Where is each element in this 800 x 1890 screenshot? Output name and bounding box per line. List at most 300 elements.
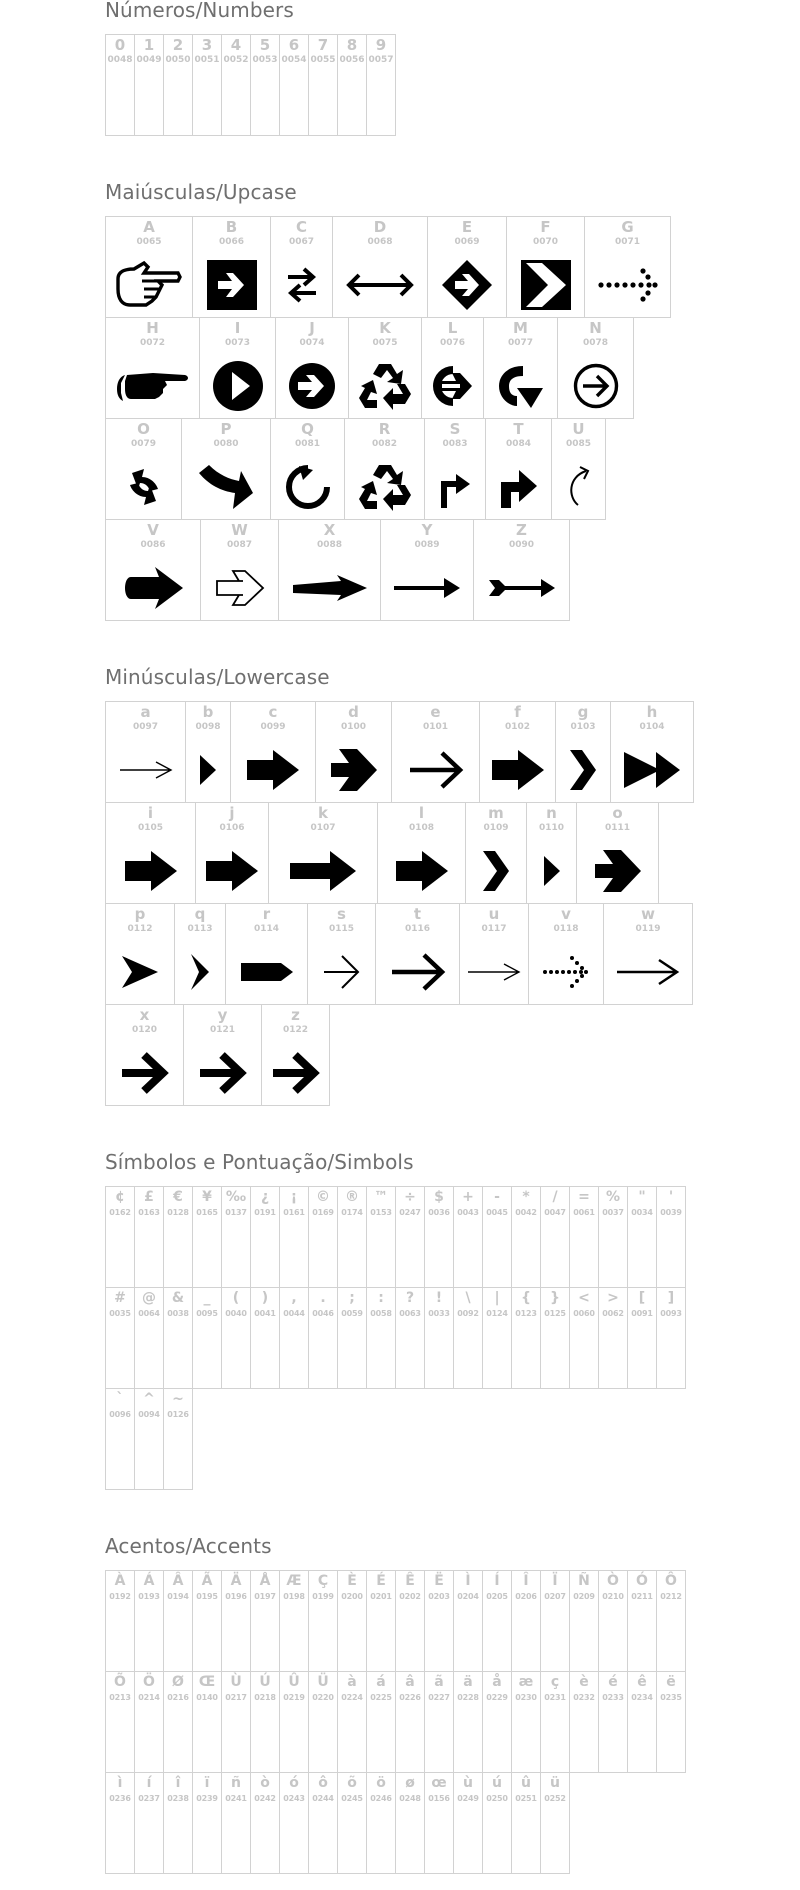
character-code: 0094 xyxy=(138,1410,160,1419)
long-block-arrow-icon xyxy=(288,849,358,893)
character-cell xyxy=(598,1186,628,1288)
character-code: 0125 xyxy=(544,1309,566,1318)
character-cell xyxy=(366,34,396,136)
character-code: 0244 xyxy=(312,1794,334,1803)
character-label: ì xyxy=(117,1775,123,1791)
character-cell xyxy=(656,1671,686,1773)
character-label: 2 xyxy=(172,36,184,54)
character-cell xyxy=(200,519,279,621)
character-cell xyxy=(315,701,392,803)
character-cell xyxy=(482,1570,512,1672)
character-label: * xyxy=(522,1189,530,1205)
character-cell xyxy=(250,1186,280,1288)
character-label: < xyxy=(578,1290,590,1306)
character-code: 0067 xyxy=(288,237,315,247)
character-code: 0054 xyxy=(281,55,307,65)
character-label: @ xyxy=(142,1290,156,1306)
character-cell xyxy=(453,1772,483,1874)
character-cell xyxy=(221,1570,251,1672)
character-label: + xyxy=(462,1189,474,1205)
character-code: 0230 xyxy=(515,1693,537,1702)
character-code: 0088 xyxy=(316,540,343,550)
character-label: r xyxy=(262,905,271,923)
character-label: J xyxy=(309,319,315,337)
character-code: 0033 xyxy=(428,1309,450,1318)
character-code: 0169 xyxy=(312,1208,334,1217)
circle-play-icon xyxy=(212,360,264,412)
character-cell xyxy=(192,216,271,318)
character-code: 0161 xyxy=(283,1208,305,1217)
character-code: 0174 xyxy=(341,1208,363,1217)
character-cell xyxy=(105,1570,135,1672)
character-cell xyxy=(483,317,558,419)
character-cell xyxy=(540,1186,570,1288)
character-cell xyxy=(308,1772,338,1874)
character-cell xyxy=(482,1772,512,1874)
pointing-hand-solid-icon xyxy=(117,369,189,403)
character-code: 0214 xyxy=(138,1693,160,1702)
character-label: L xyxy=(447,319,458,337)
character-label: ¿ xyxy=(260,1189,270,1205)
character-cell xyxy=(225,903,308,1005)
character-label: C xyxy=(295,218,307,236)
curved-turn-arrow-icon xyxy=(497,362,545,410)
character-cell xyxy=(656,1287,686,1389)
character-cell xyxy=(192,1287,222,1389)
character-cell xyxy=(279,1570,309,1672)
character-label: = xyxy=(578,1189,590,1205)
character-label: " xyxy=(638,1189,646,1205)
character-cell xyxy=(569,1287,599,1389)
diamond-arrow-icon xyxy=(441,259,493,311)
character-label: g xyxy=(577,703,589,721)
character-label: è xyxy=(579,1674,589,1690)
character-cell xyxy=(453,1287,483,1389)
character-label: œ xyxy=(431,1775,447,1791)
character-cell xyxy=(395,1287,425,1389)
character-label: ] xyxy=(667,1290,675,1306)
character-label: 8 xyxy=(346,36,358,54)
character-cell xyxy=(627,1287,657,1389)
character-label: d xyxy=(348,703,359,721)
character-label: 4 xyxy=(230,36,242,54)
character-code: 0043 xyxy=(457,1208,479,1217)
character-label: . xyxy=(320,1290,326,1306)
character-code: 0219 xyxy=(283,1693,305,1702)
character-code: 0203 xyxy=(428,1592,450,1601)
character-label: O xyxy=(137,420,150,438)
character-row xyxy=(105,34,396,136)
character-cell xyxy=(278,519,381,621)
character-code: 0165 xyxy=(196,1208,218,1217)
character-row xyxy=(105,802,694,904)
character-code: 0097 xyxy=(132,722,159,732)
character-code: 0107 xyxy=(310,823,336,833)
character-code: 0075 xyxy=(372,338,398,348)
character-code: 0103 xyxy=(570,722,596,732)
character-cell xyxy=(308,34,338,136)
character-cell xyxy=(163,1772,193,1874)
dotted-line-arrow-icon xyxy=(542,953,590,991)
character-code: 0212 xyxy=(660,1592,682,1601)
character-code: 0205 xyxy=(486,1592,508,1601)
character-code: 0126 xyxy=(167,1410,189,1419)
character-label: H xyxy=(146,319,159,337)
character-cell xyxy=(163,1570,193,1672)
character-label: } xyxy=(550,1290,560,1306)
character-label: ç xyxy=(550,1674,560,1690)
character-cell xyxy=(250,1570,280,1672)
recycle-icon xyxy=(357,461,413,513)
character-cell xyxy=(105,418,182,520)
character-code: 0233 xyxy=(602,1693,624,1702)
character-cell xyxy=(377,802,466,904)
character-code: 0140 xyxy=(196,1693,218,1702)
character-cell xyxy=(105,216,193,318)
character-cell xyxy=(221,1671,251,1773)
character-cell xyxy=(250,1287,280,1389)
character-grid xyxy=(105,1186,686,1490)
character-label: £ xyxy=(144,1189,154,1205)
block-arrow-icon xyxy=(123,849,179,893)
character-label: 3 xyxy=(201,36,213,54)
character-code: 0112 xyxy=(127,924,153,934)
bold-line-arrow-icon xyxy=(271,1051,321,1095)
character-cell xyxy=(105,701,186,803)
character-label: # xyxy=(114,1290,126,1306)
character-cell xyxy=(511,1570,541,1672)
character-grid xyxy=(105,701,694,1106)
character-cell xyxy=(195,802,269,904)
character-label: P xyxy=(220,420,232,438)
character-label: Õ xyxy=(114,1674,126,1690)
character-code: 0202 xyxy=(399,1592,421,1601)
character-cell xyxy=(134,1287,164,1389)
character-label: A xyxy=(143,218,155,236)
character-cell xyxy=(395,1570,425,1672)
bold-line-arrow-icon xyxy=(120,1051,170,1095)
character-cell xyxy=(134,1671,164,1773)
chevron-icon xyxy=(481,849,511,893)
character-label: ^ xyxy=(143,1391,155,1407)
character-label: w xyxy=(641,905,655,923)
character-cell xyxy=(337,1287,367,1389)
character-label: Ñ xyxy=(578,1573,590,1589)
character-code: 0241 xyxy=(225,1794,247,1803)
character-code: 0074 xyxy=(299,338,325,348)
character-label: ä xyxy=(463,1674,473,1690)
character-label: K xyxy=(379,319,391,337)
character-label: D xyxy=(373,218,387,236)
character-label: È xyxy=(347,1573,357,1589)
character-code: 0059 xyxy=(341,1309,363,1318)
character-code: 0051 xyxy=(194,55,220,65)
character-cell xyxy=(424,418,486,520)
character-code: 0092 xyxy=(457,1309,479,1318)
character-code: 0072 xyxy=(139,338,166,348)
thin-curved-arrow-icon xyxy=(564,465,594,509)
character-cell xyxy=(569,1671,599,1773)
character-code: 0220 xyxy=(312,1693,334,1702)
character-code: 0090 xyxy=(508,540,535,550)
character-label: Q xyxy=(301,420,314,438)
character-label: a xyxy=(140,703,151,721)
character-cell xyxy=(192,34,222,136)
character-label: é xyxy=(608,1674,618,1690)
character-row xyxy=(105,1287,686,1389)
rounded-bold-arrow-icon xyxy=(121,565,185,611)
character-label: æ xyxy=(518,1674,534,1690)
circle-arrow-icon xyxy=(288,362,336,410)
character-label: ù xyxy=(463,1775,473,1791)
block-arrow-icon xyxy=(204,849,260,893)
character-label: o xyxy=(612,804,623,822)
character-label: R xyxy=(378,420,391,438)
character-code: 0111 xyxy=(604,823,631,833)
character-label: f xyxy=(514,703,521,721)
character-code: 0068 xyxy=(367,237,393,247)
character-cell xyxy=(261,1004,330,1106)
character-code: 0080 xyxy=(213,439,239,449)
character-code: 0058 xyxy=(370,1309,392,1318)
character-cell xyxy=(221,1772,251,1874)
character-code: 0076 xyxy=(439,338,466,348)
character-cell xyxy=(307,903,376,1005)
character-cell xyxy=(192,1570,222,1672)
character-label: ' xyxy=(668,1189,674,1205)
character-label: : xyxy=(378,1290,384,1306)
character-label: Ï xyxy=(552,1573,558,1589)
block-arrow-icon xyxy=(245,748,301,792)
character-row xyxy=(105,903,694,1005)
character-label: S xyxy=(449,420,461,438)
character-code: 0056 xyxy=(339,55,365,65)
character-code: 0191 xyxy=(254,1208,276,1217)
character-cell xyxy=(337,1772,367,1874)
character-label: © xyxy=(316,1189,330,1205)
character-code: 0250 xyxy=(486,1794,508,1803)
character-code: 0101 xyxy=(422,722,449,732)
character-cell xyxy=(134,1388,164,1490)
character-code: 0096 xyxy=(109,1410,131,1419)
character-cell xyxy=(569,1186,599,1288)
character-row xyxy=(105,519,671,621)
character-label: Y xyxy=(421,521,433,539)
uppercase-section xyxy=(105,180,671,621)
character-cell xyxy=(105,1004,184,1106)
character-code: 0247 xyxy=(399,1208,421,1217)
character-cell xyxy=(275,317,349,419)
character-label: À xyxy=(114,1573,126,1589)
character-label: > xyxy=(607,1290,619,1306)
character-code: 0249 xyxy=(457,1794,479,1803)
character-label: x xyxy=(139,1006,150,1024)
character-code: 0110 xyxy=(538,823,565,833)
character-label: B xyxy=(225,218,238,236)
character-code: 0246 xyxy=(370,1794,392,1803)
character-code: 0048 xyxy=(107,55,133,65)
chevron-arrow-icon xyxy=(593,848,643,894)
character-cell xyxy=(134,34,164,136)
character-cell xyxy=(427,216,507,318)
character-code: 0047 xyxy=(544,1208,566,1217)
numbers-section xyxy=(105,0,396,136)
character-grid xyxy=(105,216,671,621)
character-label: _ xyxy=(203,1290,211,1306)
character-label: 6 xyxy=(288,36,300,54)
character-code: 0251 xyxy=(515,1794,537,1803)
character-row xyxy=(105,418,671,520)
character-label: \ xyxy=(465,1290,471,1306)
character-cell xyxy=(268,802,378,904)
character-code: 0117 xyxy=(481,924,507,934)
character-cell xyxy=(308,1671,338,1773)
character-code: 0042 xyxy=(515,1208,537,1217)
character-label: õ xyxy=(347,1775,357,1791)
character-cell xyxy=(551,418,606,520)
character-code: 0123 xyxy=(515,1309,537,1318)
character-label: $ xyxy=(434,1189,444,1205)
character-code: 0122 xyxy=(282,1025,309,1035)
character-code: 0041 xyxy=(254,1309,276,1318)
character-code: 0106 xyxy=(219,823,245,833)
section-title: Maiúsculas/Upcase xyxy=(105,180,297,204)
character-cell xyxy=(105,802,196,904)
character-cell xyxy=(555,701,611,803)
double-headed-arrow-icon xyxy=(345,270,415,300)
character-label: M xyxy=(513,319,528,337)
curved-down-arrow-icon xyxy=(197,463,255,511)
character-code: 0197 xyxy=(254,1592,276,1601)
character-label: Ú xyxy=(259,1674,271,1690)
character-code: 0073 xyxy=(224,338,251,348)
character-label: G xyxy=(621,218,634,236)
character-cell xyxy=(528,903,604,1005)
character-label: v xyxy=(561,905,571,923)
tapered-arrow-icon xyxy=(291,573,369,603)
character-code: 0232 xyxy=(573,1693,595,1702)
small-triangle-icon xyxy=(198,753,218,787)
thin-line-arrow-icon xyxy=(322,952,362,992)
character-label: u xyxy=(488,905,500,923)
character-label: e xyxy=(430,703,441,721)
character-cell xyxy=(656,1186,686,1288)
character-grid xyxy=(105,1570,686,1874)
boxed-chevron-icon xyxy=(520,259,572,311)
character-cell xyxy=(540,1570,570,1672)
character-cell xyxy=(540,1287,570,1389)
character-cell xyxy=(598,1287,628,1389)
character-cell xyxy=(576,802,659,904)
character-code: 0062 xyxy=(602,1309,624,1318)
character-cell xyxy=(603,903,693,1005)
character-cell xyxy=(627,1186,657,1288)
character-code: 0137 xyxy=(225,1208,247,1217)
character-cell xyxy=(453,1186,483,1288)
character-cell xyxy=(482,1186,512,1288)
character-label: n xyxy=(546,804,557,822)
character-label: ü xyxy=(550,1775,560,1791)
character-cell xyxy=(485,418,552,520)
character-cell xyxy=(344,418,425,520)
character-cell xyxy=(250,1772,280,1874)
character-code: 0162 xyxy=(109,1208,131,1217)
character-cell xyxy=(557,317,634,419)
character-code: 0236 xyxy=(109,1794,131,1803)
character-code: 0052 xyxy=(223,55,249,65)
character-cell xyxy=(250,34,280,136)
character-label: { xyxy=(521,1290,531,1306)
lowercase-section xyxy=(105,665,694,1106)
character-label: ! xyxy=(435,1290,443,1306)
character-cell xyxy=(380,519,474,621)
character-code: 0044 xyxy=(283,1309,305,1318)
character-row xyxy=(105,1186,686,1288)
boxed-arrow-right-icon xyxy=(206,259,258,311)
section-title: Acentos/Accents xyxy=(105,1534,272,1558)
character-code: 0216 xyxy=(167,1693,189,1702)
character-cell xyxy=(395,1671,425,1773)
character-label: ê xyxy=(637,1674,647,1690)
character-label: ; xyxy=(349,1290,355,1306)
character-cell xyxy=(134,1570,164,1672)
character-label: Ö xyxy=(143,1674,155,1690)
character-label: l xyxy=(418,804,425,822)
character-cell xyxy=(105,1772,135,1874)
character-code: 0235 xyxy=(660,1693,682,1702)
character-label: Ë xyxy=(434,1573,444,1589)
dotted-arrow-icon xyxy=(597,265,659,305)
block-arrow-icon xyxy=(490,748,546,792)
straight-arrow-icon xyxy=(392,575,462,601)
character-label: Á xyxy=(143,1573,155,1589)
character-row xyxy=(105,216,671,318)
character-cell xyxy=(424,1671,454,1773)
character-code: 0206 xyxy=(515,1592,537,1601)
thin-chevron-icon xyxy=(189,952,211,992)
character-cell xyxy=(250,1671,280,1773)
exchange-arrows-icon xyxy=(284,263,320,307)
character-cell xyxy=(230,701,316,803)
character-code: 0083 xyxy=(442,439,468,449)
character-label: ñ xyxy=(231,1775,241,1791)
character-cell xyxy=(337,1570,367,1672)
character-cell xyxy=(183,1004,262,1106)
character-cell xyxy=(540,1671,570,1773)
character-row xyxy=(105,1671,686,1773)
character-cell xyxy=(511,1671,541,1773)
character-label: N xyxy=(589,319,602,337)
character-cell xyxy=(105,903,175,1005)
character-label: k xyxy=(318,804,328,822)
character-label: | xyxy=(494,1290,500,1306)
character-cell xyxy=(424,1570,454,1672)
character-label: Ó xyxy=(636,1573,648,1589)
character-label: c xyxy=(268,703,278,721)
character-cell xyxy=(473,519,570,621)
character-label: ( xyxy=(232,1290,240,1306)
fast-forward-icon xyxy=(622,750,682,790)
character-cell xyxy=(163,1287,193,1389)
character-code: 0046 xyxy=(312,1309,334,1318)
character-label: h xyxy=(646,703,658,721)
fletched-arrow-icon xyxy=(487,576,557,600)
character-code: 0108 xyxy=(408,823,435,833)
character-cell xyxy=(598,1570,628,1672)
character-cell xyxy=(424,1287,454,1389)
character-code: 0049 xyxy=(136,55,162,65)
character-label: Í xyxy=(494,1573,500,1589)
